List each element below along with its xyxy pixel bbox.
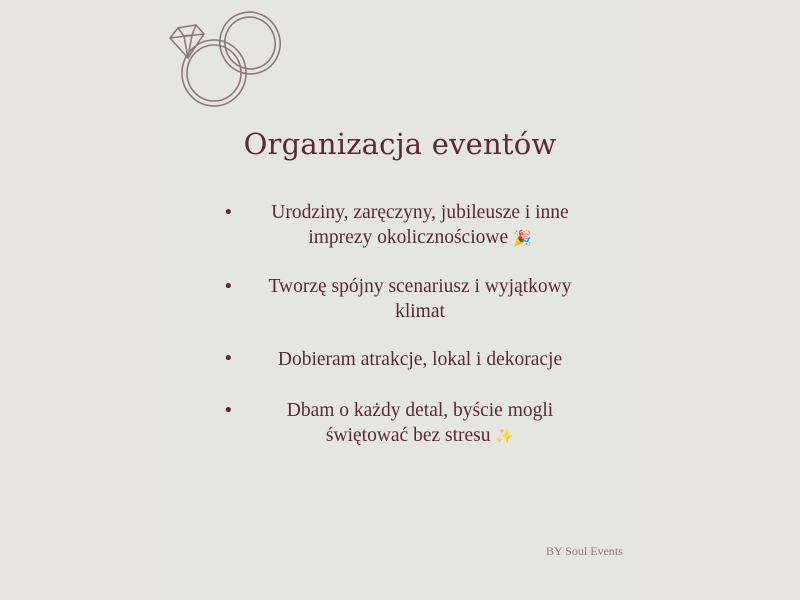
page-title: Organizacja eventów [243,127,557,161]
list-item-2-text: Tworzę spójny scenariusz i wyjątkowy klimat [268,276,572,322]
bullet-1: • [223,202,234,223]
bullet-4: • [223,400,234,421]
list-item-4-text: Dbam o każdy detal, byście mogli świętować bez stresu [286,400,554,446]
list-item-3-text: Dobieram atrakcje, lokal i dekoracje [277,349,563,370]
list-item-2 [250,274,590,324]
list-item-4 [250,398,590,449]
party-popper-icon: 🎉 [513,229,532,247]
list-item-3 [250,347,590,372]
bullet-2: • [223,276,234,297]
sparkles-icon: ✨ [495,427,515,445]
footer-credit: BY Soul Events [546,544,623,558]
list-item-1-text: Urodziny, zaręczyny, jubileusze i inne imprezy okolicznościowe [271,202,569,248]
bullet-3: • [223,348,234,369]
wedding-rings-icon [164,8,286,112]
list-item-1 [250,200,590,251]
